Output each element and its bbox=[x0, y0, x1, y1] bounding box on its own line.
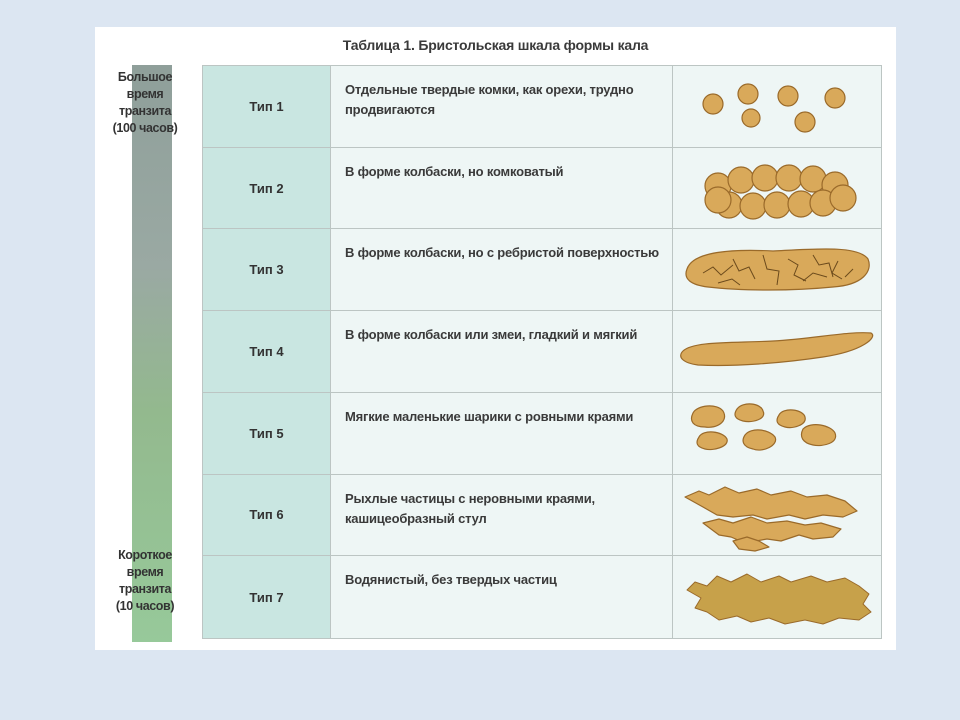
type-label: Тип 3 bbox=[249, 262, 284, 278]
fluffy-pieces-icon bbox=[673, 475, 879, 556]
type-label-cell bbox=[203, 229, 331, 311]
soft-blobs-illustration bbox=[673, 393, 881, 475]
soft-blobs-icon bbox=[673, 393, 879, 474]
type-label: Тип 4 bbox=[249, 343, 284, 359]
table-title: Таблица 1. Бристольская шкала формы кала bbox=[342, 37, 649, 53]
type-label-cell bbox=[203, 475, 331, 557]
type-label: Тип 2 bbox=[249, 180, 284, 196]
type-description: В форме колбаски, но с ребристой поверхностью bbox=[331, 229, 673, 311]
type-description: Рыхлые частицы с неровными краями, кашицеобразный стул bbox=[331, 475, 673, 557]
type-label-cell bbox=[203, 393, 331, 475]
type-label-cell bbox=[203, 148, 331, 230]
type-label-cell bbox=[203, 66, 331, 148]
smooth-snake-icon bbox=[673, 311, 879, 392]
smooth-snake-illustration bbox=[673, 311, 881, 393]
type-description: Отдельные твердые комки, как орехи, трудно продвигаются bbox=[331, 66, 673, 148]
cracked-sausage-icon bbox=[673, 229, 879, 310]
scale-top-line: транзита bbox=[118, 104, 172, 118]
cracked-sausage-illustration bbox=[673, 229, 881, 311]
scale-bottom-line: (10 часов) bbox=[115, 599, 175, 613]
lumpy-sausage-icon bbox=[673, 148, 879, 229]
fluffy-pieces-illustration bbox=[673, 475, 881, 557]
type-description: В форме колбаски или змеи, гладкий и мягкий bbox=[331, 311, 673, 393]
scale-top-line: (100 часов) bbox=[112, 121, 178, 135]
scale-top-label bbox=[95, 69, 195, 137]
type-description: Мягкие маленькие шарики с ровными краями bbox=[331, 393, 673, 475]
scale-bottom-line: Короткое bbox=[118, 548, 172, 562]
type-label-cell bbox=[203, 311, 331, 393]
type-description: В форме колбаски, но комковатый bbox=[331, 148, 673, 230]
scale-top-line: время bbox=[126, 87, 164, 101]
bristol-table bbox=[202, 65, 882, 639]
type-label-cell bbox=[203, 556, 331, 638]
type-label: Тип 1 bbox=[249, 98, 284, 114]
scale-bottom-line: время bbox=[126, 565, 164, 579]
type-label: Тип 5 bbox=[249, 425, 284, 441]
type-label: Тип 6 bbox=[249, 507, 284, 523]
slide bbox=[95, 27, 896, 650]
watery-illustration bbox=[673, 556, 881, 638]
type-label: Тип 7 bbox=[249, 589, 284, 605]
scale-bottom-label bbox=[95, 547, 195, 615]
watery-icon bbox=[673, 556, 879, 637]
scale-top-line: Большое bbox=[117, 70, 173, 84]
scale-bottom-line: транзита bbox=[118, 582, 172, 596]
hard-lumps-icon bbox=[673, 66, 879, 147]
type-description: Водянистый, без твердых частиц bbox=[331, 556, 673, 638]
lumpy-sausage-illustration bbox=[673, 148, 881, 230]
hard-lumps-illustration bbox=[673, 66, 881, 148]
